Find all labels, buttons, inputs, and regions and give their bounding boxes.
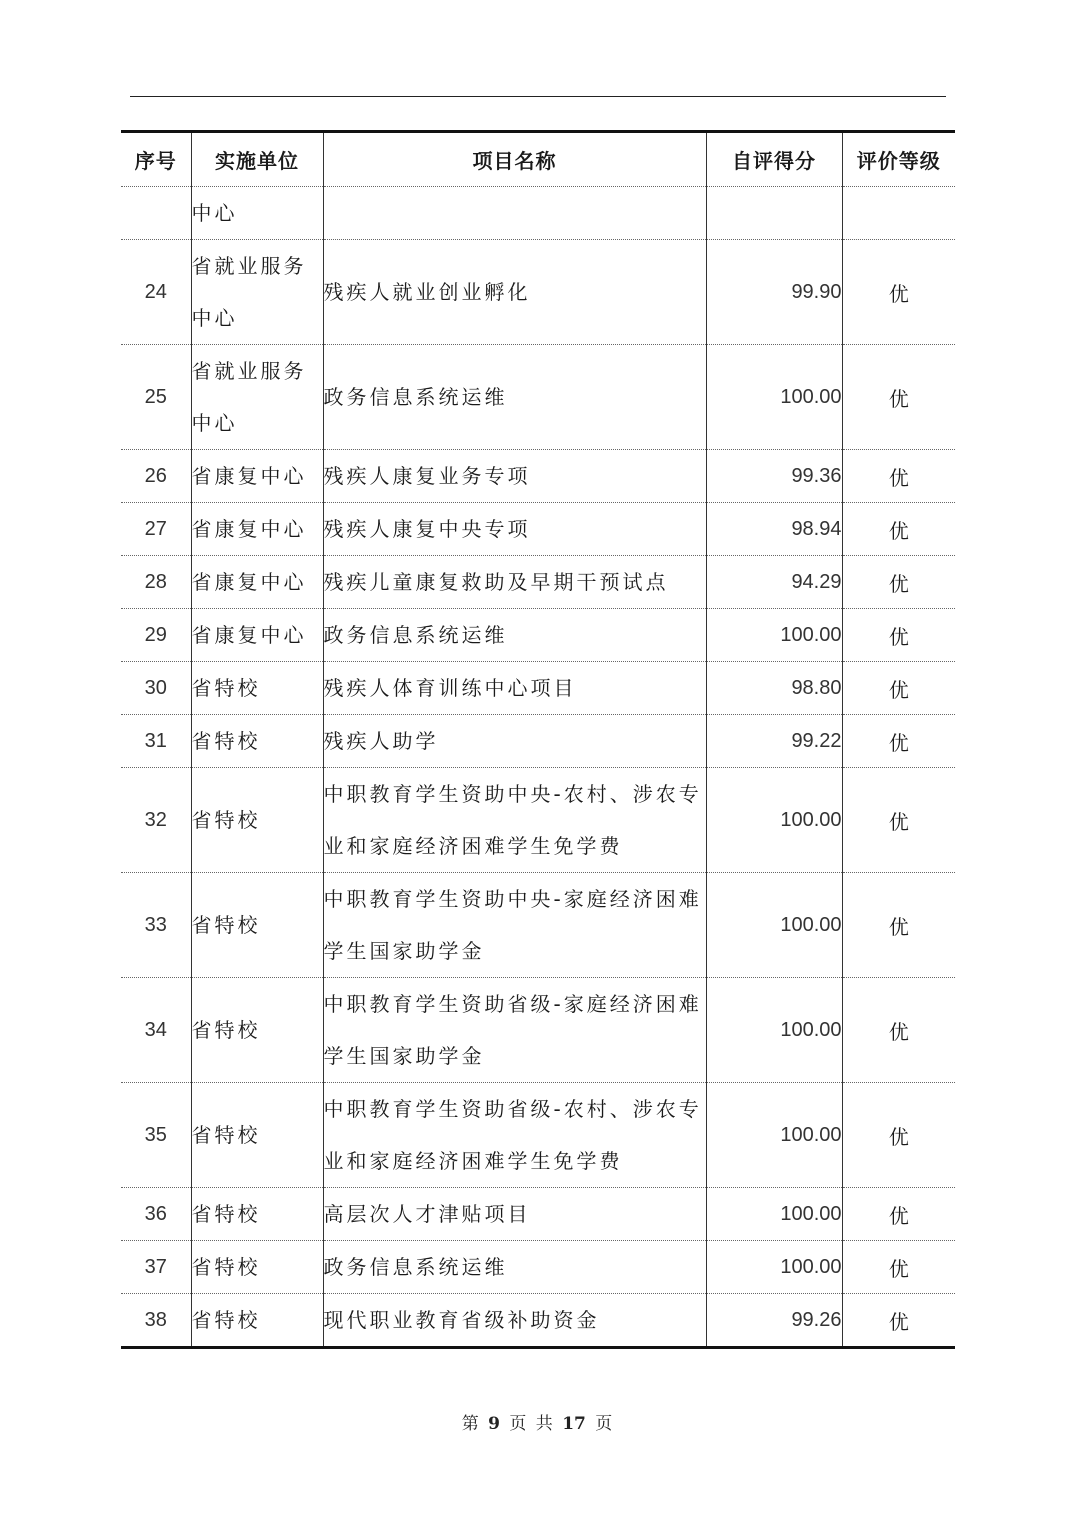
row-number: 37 bbox=[121, 1241, 191, 1294]
row-project: 残疾儿童康复救助及早期干预试点 bbox=[323, 556, 706, 609]
table-row bbox=[121, 450, 955, 503]
row-number: 28 bbox=[121, 556, 191, 609]
table-row bbox=[121, 187, 955, 240]
table-row bbox=[121, 768, 955, 873]
table-row bbox=[121, 556, 955, 609]
table-row bbox=[121, 345, 955, 450]
row-score: 99.90 bbox=[706, 240, 842, 345]
row-score: 98.80 bbox=[706, 662, 842, 715]
row-number: 27 bbox=[121, 503, 191, 556]
row-project: 中职教育学生资助省级-家庭经济困难学生国家助学金 bbox=[323, 978, 706, 1083]
row-project: 政务信息系统运维 bbox=[323, 1241, 706, 1294]
table-row bbox=[121, 503, 955, 556]
row-number: 31 bbox=[121, 715, 191, 768]
row-project: 残疾人康复业务专项 bbox=[323, 450, 706, 503]
row-number: 33 bbox=[121, 873, 191, 978]
row-grade: 优 bbox=[842, 715, 955, 768]
row-unit: 省就业服务中心 bbox=[191, 345, 323, 450]
row-grade: 优 bbox=[842, 1241, 955, 1294]
row-score: 100.00 bbox=[706, 1188, 842, 1241]
row-unit: 省特校 bbox=[191, 1294, 323, 1348]
table-row bbox=[121, 1294, 955, 1348]
row-score: 99.22 bbox=[706, 715, 842, 768]
header-grade: 评价等级 bbox=[842, 132, 955, 187]
row-score: 99.26 bbox=[706, 1294, 842, 1348]
row-unit: 省特校 bbox=[191, 1083, 323, 1188]
row-score: 100.00 bbox=[706, 609, 842, 662]
row-project: 残疾人康复中央专项 bbox=[323, 503, 706, 556]
row-project: 中职教育学生资助中央-农村、涉农专业和家庭经济困难学生免学费 bbox=[323, 768, 706, 873]
footer-ye2: 页 bbox=[595, 1414, 613, 1434]
row-grade bbox=[842, 187, 955, 240]
row-project: 高层次人才津贴项目 bbox=[323, 1188, 706, 1241]
row-score bbox=[706, 187, 842, 240]
row-grade: 优 bbox=[842, 345, 955, 450]
row-grade: 优 bbox=[842, 1188, 955, 1241]
row-grade: 优 bbox=[842, 662, 955, 715]
row-score: 99.36 bbox=[706, 450, 842, 503]
row-grade: 优 bbox=[842, 768, 955, 873]
row-project: 政务信息系统运维 bbox=[323, 609, 706, 662]
row-score: 100.00 bbox=[706, 1241, 842, 1294]
row-grade: 优 bbox=[842, 556, 955, 609]
row-score: 94.29 bbox=[706, 556, 842, 609]
row-grade: 优 bbox=[842, 450, 955, 503]
row-grade: 优 bbox=[842, 873, 955, 978]
row-score: 100.00 bbox=[706, 978, 842, 1083]
evaluation-table bbox=[121, 130, 955, 1349]
row-number: 35 bbox=[121, 1083, 191, 1188]
total-page-count: 17 bbox=[562, 1414, 586, 1434]
header-score: 自评得分 bbox=[706, 132, 842, 187]
row-project: 中职教育学生资助省级-农村、涉农专业和家庭经济困难学生免学费 bbox=[323, 1083, 706, 1188]
header-no: 序号 bbox=[121, 132, 191, 187]
row-unit: 省特校 bbox=[191, 662, 323, 715]
row-score: 100.00 bbox=[706, 1083, 842, 1188]
row-number: 34 bbox=[121, 978, 191, 1083]
row-score: 100.00 bbox=[706, 768, 842, 873]
footer-gong: 共 bbox=[535, 1414, 553, 1434]
row-project bbox=[323, 187, 706, 240]
table-row bbox=[121, 715, 955, 768]
row-project: 政务信息系统运维 bbox=[323, 345, 706, 450]
row-grade: 优 bbox=[842, 240, 955, 345]
table-row bbox=[121, 873, 955, 978]
table-row bbox=[121, 662, 955, 715]
table-row bbox=[121, 240, 955, 345]
row-grade: 优 bbox=[842, 978, 955, 1083]
row-unit: 省特校 bbox=[191, 768, 323, 873]
table-row bbox=[121, 1241, 955, 1294]
current-page-number: 9 bbox=[488, 1414, 500, 1434]
footer-ye: 页 bbox=[509, 1414, 527, 1434]
row-score: 100.00 bbox=[706, 345, 842, 450]
row-grade: 优 bbox=[842, 1294, 955, 1348]
row-grade: 优 bbox=[842, 1083, 955, 1188]
row-project: 残疾人体育训练中心项目 bbox=[323, 662, 706, 715]
row-unit: 省特校 bbox=[191, 715, 323, 768]
row-number: 29 bbox=[121, 609, 191, 662]
row-score: 100.00 bbox=[706, 873, 842, 978]
table-row bbox=[121, 1083, 955, 1188]
row-project: 残疾人就业创业孵化 bbox=[323, 240, 706, 345]
table-row bbox=[121, 609, 955, 662]
row-unit: 中心 bbox=[191, 187, 323, 240]
row-unit: 省特校 bbox=[191, 978, 323, 1083]
table-header-row bbox=[121, 132, 955, 187]
row-grade: 优 bbox=[842, 503, 955, 556]
row-number: 32 bbox=[121, 768, 191, 873]
row-number: 24 bbox=[121, 240, 191, 345]
row-number: 26 bbox=[121, 450, 191, 503]
row-unit: 省特校 bbox=[191, 1188, 323, 1241]
row-unit: 省康复中心 bbox=[191, 503, 323, 556]
row-unit: 省康复中心 bbox=[191, 450, 323, 503]
row-number: 25 bbox=[121, 345, 191, 450]
row-number bbox=[121, 187, 191, 240]
row-unit: 省就业服务中心 bbox=[191, 240, 323, 345]
header-project: 项目名称 bbox=[323, 132, 706, 187]
row-number: 38 bbox=[121, 1294, 191, 1348]
table-row bbox=[121, 1188, 955, 1241]
row-score: 98.94 bbox=[706, 503, 842, 556]
row-project: 残疾人助学 bbox=[323, 715, 706, 768]
row-number: 30 bbox=[121, 662, 191, 715]
row-unit: 省康复中心 bbox=[191, 609, 323, 662]
footer-di: 第 bbox=[461, 1414, 479, 1434]
table-row bbox=[121, 978, 955, 1083]
page-footer bbox=[0, 1409, 1074, 1434]
row-number: 36 bbox=[121, 1188, 191, 1241]
header-rule bbox=[130, 96, 946, 97]
header-unit: 实施单位 bbox=[191, 132, 323, 187]
row-unit: 省特校 bbox=[191, 1241, 323, 1294]
row-unit: 省康复中心 bbox=[191, 556, 323, 609]
row-unit: 省特校 bbox=[191, 873, 323, 978]
row-project: 现代职业教育省级补助资金 bbox=[323, 1294, 706, 1348]
row-project: 中职教育学生资助中央-家庭经济困难学生国家助学金 bbox=[323, 873, 706, 978]
row-grade: 优 bbox=[842, 609, 955, 662]
